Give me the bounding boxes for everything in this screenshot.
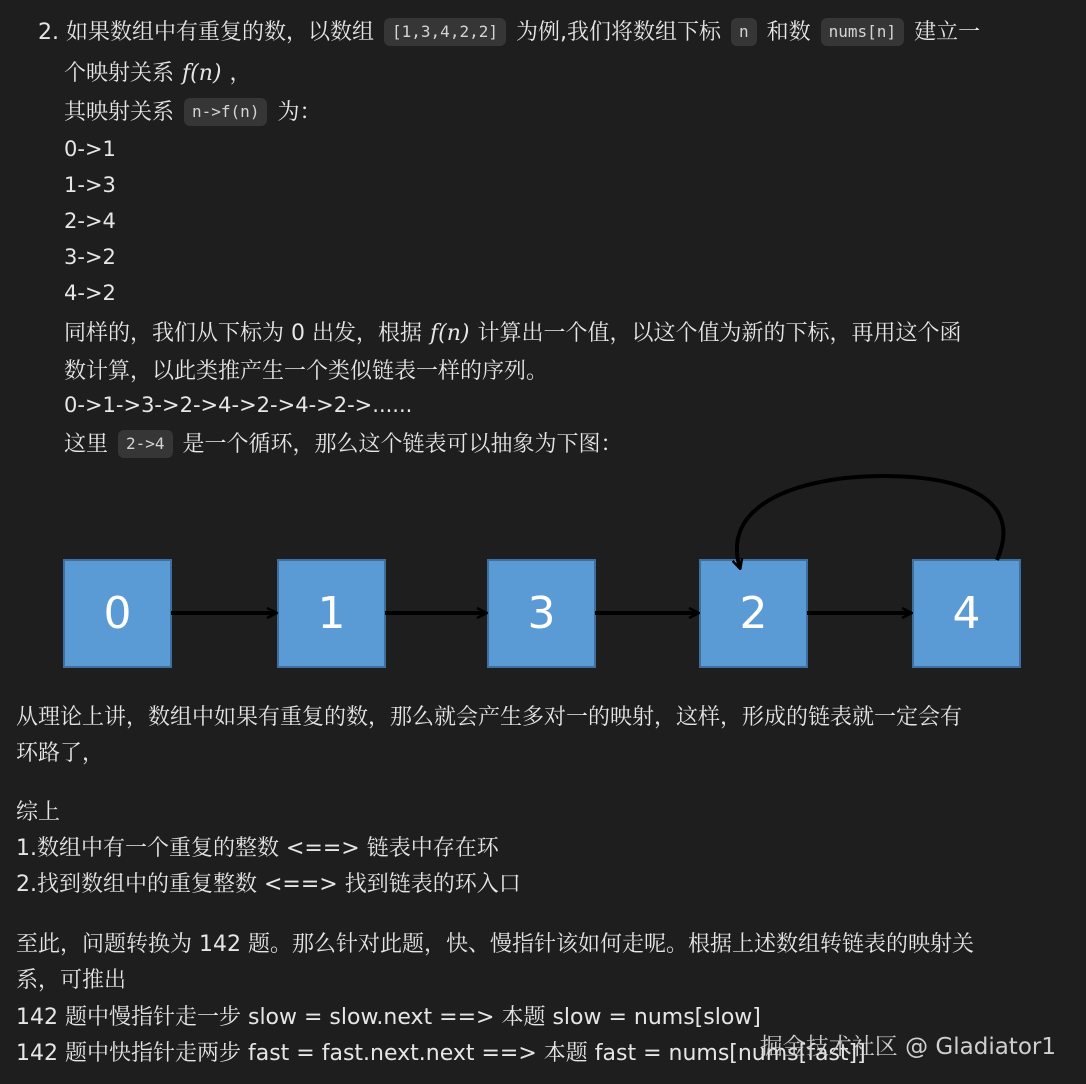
intro-line-3-text: 其映射关系 (64, 100, 175, 125)
intro-line-3-end: 为： (277, 100, 322, 125)
summary-item-2: 2.找到数组中的重复整数 <==> 找到链表的环入口 (16, 872, 521, 897)
cycle-text-a: 这里 (64, 432, 109, 457)
index-code: n (731, 18, 757, 46)
list-number: 2. (38, 20, 59, 45)
array-code: [1,3,4,2,2] (384, 18, 506, 46)
conclusion-line-4: 142 题中快指针走两步 fast = fast.next.next ==> 本题 fast = nums[nums[fast]] (16, 1041, 866, 1066)
intro-text-1: 如果数组中有重复的数，以数组 (66, 20, 375, 45)
cycle-code: 2->4 (118, 430, 173, 458)
explain-math: f(n) (430, 321, 470, 346)
theory-line-2: 环路了， (16, 741, 105, 766)
node-2-label: 2 (739, 588, 768, 639)
conclusion-line-1: 至此，问题转换为 142 题。那么针对此题，快、慢指针该如何走呢。根据上述数组转链表的映射关 (16, 932, 974, 957)
node-1-label: 1 (317, 588, 346, 639)
sequence-line: 0->1->3->2->4->2->4->2->...... (64, 393, 413, 417)
explain-text-a: 同样的，我们从下标为 0 出发，根据 (64, 321, 422, 346)
explain-line-2: 数计算，以此类推产生一个类似链表一样的序列。 (64, 359, 549, 384)
conclusion-line-2: 系，可推出 (16, 968, 127, 993)
mapping-2: 2->4 (64, 209, 116, 233)
mapping-4: 4->2 (64, 281, 116, 305)
mapping-0: 0->1 (64, 137, 116, 161)
cycle-line (64, 427, 623, 458)
conclusion-line-3: 142 题中慢指针走一步 slow = slow.next ==> 本题 slow = nums[slow] (16, 1005, 761, 1030)
intro-line-2-text: 个映射关系 (64, 61, 175, 86)
mapping-1: 1->3 (64, 173, 116, 197)
intro-line-3 (64, 95, 321, 126)
node-4-label: 4 (952, 588, 981, 639)
explain-text-b: 计算出一个值，以这个值为新的下标，再用这个函 (477, 321, 962, 346)
watermark: 掘金技术社区 @ Gladiator1 (759, 1034, 1056, 1060)
intro-line-2 (64, 56, 252, 87)
mapping-code: n->f(n) (184, 98, 267, 126)
intro-line-1 (38, 15, 980, 46)
intro-line-2-end: ， (229, 61, 252, 86)
nums-code: nums[n] (821, 18, 904, 46)
node-0 (64, 560, 171, 667)
node-1 (278, 560, 385, 667)
explain-line-1 (64, 316, 962, 347)
mapping-3: 3->2 (64, 245, 116, 269)
linked-list-diagram (0, 460, 1086, 680)
theory-line-1: 从理论上讲，数组中如果有重复的数，那么就会产生多对一的映射，这样，形成的链表就一定会有 (16, 705, 963, 730)
summary-title: 综上 (16, 800, 61, 825)
node-4 (913, 560, 1020, 667)
arrow-4-to-2-cycle (737, 476, 1004, 568)
node-2 (700, 560, 807, 667)
node-3-label: 3 (527, 588, 556, 639)
intro-text-3: 和数 (766, 20, 811, 45)
node-3 (488, 560, 595, 667)
node-0-label: 0 (103, 588, 132, 639)
cycle-text-b: 是一个循环，那么这个链表可以抽象为下图： (182, 432, 623, 457)
function-math: f(n) (182, 61, 222, 86)
summary-item-1: 1.数组中有一个重复的整数 <==> 链表中存在环 (16, 836, 499, 861)
intro-text-2: 为例,我们将数组下标 (515, 20, 721, 45)
intro-text-4: 建立一 (914, 20, 981, 45)
